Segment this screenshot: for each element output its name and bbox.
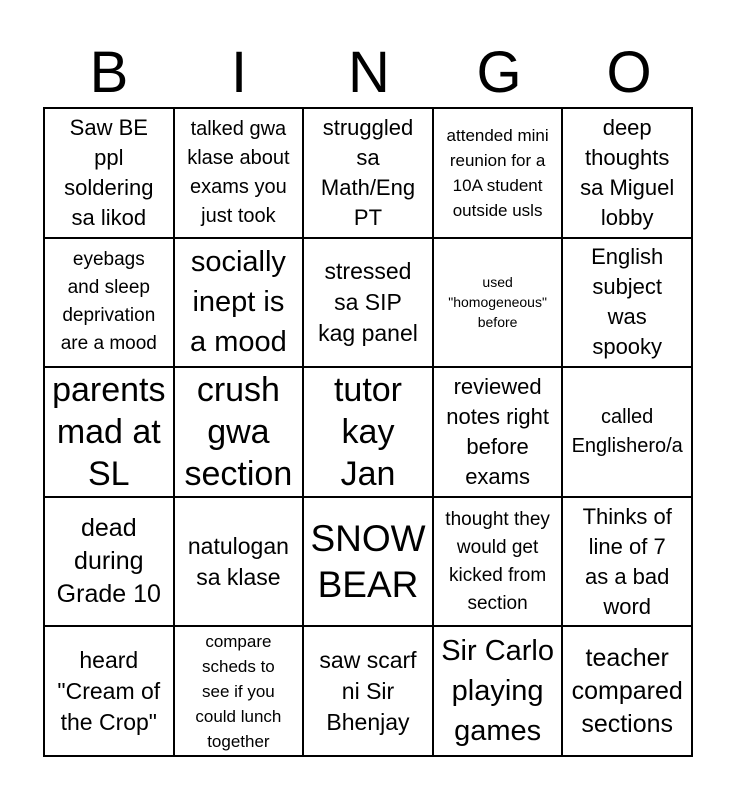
cell-text: teacher compared sections xyxy=(571,643,683,738)
cell-text: compare scheds to see if you could lunch together xyxy=(195,631,282,751)
bingo-cell[interactable] xyxy=(44,497,174,627)
bingo-cell[interactable] xyxy=(174,626,304,756)
cell-text: SNOW BEAR xyxy=(310,517,426,605)
cell-text: Sir Carlo playing games xyxy=(441,635,554,748)
bingo-cell[interactable] xyxy=(562,626,692,756)
bingo-cell[interactable] xyxy=(562,497,692,627)
cell-text: talked gwa klase about exams you just took xyxy=(187,117,290,227)
bingo-cell[interactable] xyxy=(433,108,563,238)
cell-text: called Englishero/a xyxy=(571,405,683,457)
cell-text: Thinks of line of 7 as a bad word xyxy=(582,503,672,619)
bingo-cell[interactable] xyxy=(562,238,692,368)
bingo-cell[interactable] xyxy=(562,367,692,497)
cell-text: natulogan sa klase xyxy=(187,532,289,590)
bingo-cell[interactable] xyxy=(303,367,433,497)
header-letter-n: N xyxy=(348,40,390,105)
cell-text: deep thoughts sa Miguel lobby xyxy=(580,114,675,230)
bingo-cell[interactable] xyxy=(44,626,174,756)
header-letter-b: B xyxy=(89,40,129,105)
cell-text: crush gwa section xyxy=(184,371,293,493)
cell-text: attended mini reunion for a 10A student outside usls xyxy=(446,125,549,220)
cell-text: reviewed notes right before exams xyxy=(446,373,549,489)
cell-text: tutor kay Jan xyxy=(333,371,403,493)
bingo-cell[interactable] xyxy=(433,238,563,368)
bingo-cell[interactable] xyxy=(433,626,563,756)
cell-text: struggled sa Math/Eng PT xyxy=(320,114,416,230)
bingo-cell[interactable] xyxy=(303,238,433,368)
cell-text: used "homogeneous" before xyxy=(448,274,547,331)
cell-text: stressed sa SIP kag panel xyxy=(318,257,418,346)
cell-text: socially inept is a mood xyxy=(190,246,287,359)
bingo-cell[interactable] xyxy=(433,497,563,627)
header-letter-i: I xyxy=(230,40,248,105)
bingo-cell[interactable] xyxy=(303,497,433,627)
bingo-cell[interactable] xyxy=(562,108,692,238)
bingo-cell[interactable] xyxy=(174,238,304,368)
cell-text: parents mad at SL xyxy=(52,371,166,493)
cell-text: Saw BE ppl soldering sa likod xyxy=(64,114,154,230)
bingo-cell[interactable] xyxy=(303,626,433,756)
cell-text: thought they would get kicked from section xyxy=(445,508,550,614)
header-letter-g: G xyxy=(476,40,522,105)
bingo-cell[interactable] xyxy=(433,367,563,497)
header-letter-o: O xyxy=(606,40,652,105)
cell-text: eyebags and sleep deprivation are a mood xyxy=(60,249,157,355)
bingo-cell[interactable] xyxy=(174,497,304,627)
cell-text: heard "Cream of the Crop" xyxy=(57,646,161,735)
cell-text: dead during Grade 10 xyxy=(56,514,161,609)
cell-text: saw scarf ni Sir Bhenjay xyxy=(319,646,417,735)
cell-text: English subject was spooky xyxy=(591,244,664,360)
bingo-board xyxy=(43,107,693,757)
bingo-cell[interactable] xyxy=(174,367,304,497)
bingo-cell[interactable] xyxy=(44,238,174,368)
bingo-cell[interactable] xyxy=(44,367,174,497)
bingo-cell[interactable] xyxy=(174,108,304,238)
bingo-header xyxy=(44,38,694,108)
bingo-cell[interactable] xyxy=(303,108,433,238)
bingo-cell[interactable] xyxy=(44,108,174,238)
